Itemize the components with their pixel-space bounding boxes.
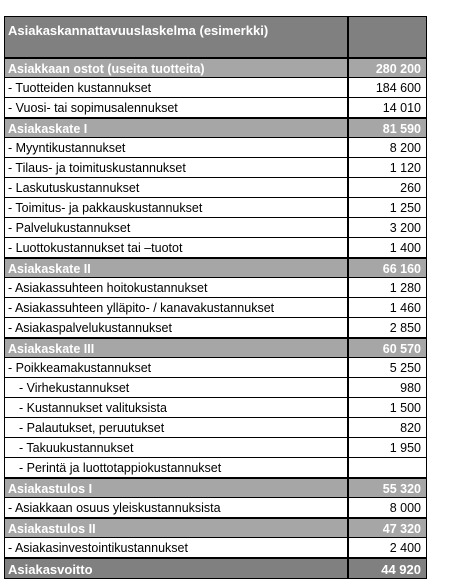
sub-item-row <box>4 438 427 458</box>
item-row <box>4 538 427 558</box>
row-value: 8 200 <box>347 138 427 158</box>
item-row <box>4 78 427 98</box>
row-value: 8 000 <box>347 498 427 518</box>
row-value: 60 570 <box>347 338 427 358</box>
row-value: 980 <box>347 378 427 398</box>
item-row <box>4 298 427 318</box>
subtotal-row <box>4 118 427 138</box>
row-label: - Tuotteiden kustannukset <box>4 78 347 98</box>
total-row <box>4 558 427 579</box>
row-value: 2 850 <box>347 318 427 338</box>
row-value: 81 590 <box>347 118 427 138</box>
row-label: - Vuosi- tai sopimusalennukset <box>4 98 347 118</box>
subtotal-row <box>4 338 427 358</box>
item-row <box>4 198 427 218</box>
row-label: Asiakaskate I <box>4 118 347 138</box>
row-value: 260 <box>347 178 427 198</box>
row-value: 1 950 <box>347 438 427 458</box>
row-label: - Luottokustannukset tai –tuotot <box>4 238 347 258</box>
profitability-table <box>4 16 427 579</box>
row-label: - Asiakassuhteen hoitokustannukset <box>4 278 347 298</box>
row-value: 5 250 <box>347 358 427 378</box>
row-label: - Virhekustannukset <box>4 378 347 398</box>
row-label: - Tilaus- ja toimituskustannukset <box>4 158 347 178</box>
item-row <box>4 178 427 198</box>
row-label: Asiakkaan ostot (useita tuotteita) <box>4 58 347 78</box>
row-value: 1 500 <box>347 398 427 418</box>
row-value: 184 600 <box>347 78 427 98</box>
table-title-row <box>4 16 427 58</box>
row-label: - Toimitus- ja pakkauskustannukset <box>4 198 347 218</box>
sub-item-row <box>4 418 427 438</box>
row-value: 55 320 <box>347 478 427 498</box>
row-value: 14 010 <box>347 98 427 118</box>
row-label: - Asiakassuhteen ylläpito- / kanavakustannukset <box>4 298 347 318</box>
row-label: Asiakastulos I <box>4 478 347 498</box>
row-value: 1 280 <box>347 278 427 298</box>
row-label: - Laskutuskustannukset <box>4 178 347 198</box>
sub-item-row <box>4 398 427 418</box>
item-row <box>4 98 427 118</box>
subtotal-row <box>4 58 427 78</box>
row-label: - Myyntikustannukset <box>4 138 347 158</box>
row-label: - Takuukustannukset <box>4 438 347 458</box>
row-value: 47 320 <box>347 518 427 538</box>
item-row <box>4 238 427 258</box>
table-body <box>4 58 427 579</box>
row-value <box>347 458 427 478</box>
row-value: 66 160 <box>347 258 427 278</box>
row-label: - Asiakasinvestointikustannukset <box>4 538 347 558</box>
row-value: 2 400 <box>347 538 427 558</box>
row-label: - Poikkeamakustannukset <box>4 358 347 378</box>
subtotal-row <box>4 478 427 498</box>
row-value: 280 200 <box>347 58 427 78</box>
title-value-cell <box>347 16 427 58</box>
row-value: 3 200 <box>347 218 427 238</box>
row-value: 1 460 <box>347 298 427 318</box>
row-label: Asiakaskate II <box>4 258 347 278</box>
row-value: 1 250 <box>347 198 427 218</box>
row-label: - Palvelukustannukset <box>4 218 347 238</box>
table-title: Asiakaskannattavuuslaskelma (esimerkki) <box>4 16 347 58</box>
item-row <box>4 218 427 238</box>
row-label: - Asiakaspalvelukustannukset <box>4 318 347 338</box>
row-value: 820 <box>347 418 427 438</box>
sub-item-row <box>4 458 427 478</box>
item-row <box>4 358 427 378</box>
sub-item-row <box>4 378 427 398</box>
row-label: Asiakasvoitto <box>4 558 347 579</box>
item-row <box>4 278 427 298</box>
row-label: Asiakaskate III <box>4 338 347 358</box>
row-label: - Kustannukset valituksista <box>4 398 347 418</box>
row-value: 1 400 <box>347 238 427 258</box>
row-label: - Asiakkaan osuus yleiskustannuksista <box>4 498 347 518</box>
row-label: - Palautukset, peruutukset <box>4 418 347 438</box>
item-row <box>4 498 427 518</box>
row-label: - Perintä ja luottotappiokustannukset <box>4 458 347 478</box>
subtotal-row <box>4 518 427 538</box>
item-row <box>4 318 427 338</box>
row-label: Asiakastulos II <box>4 518 347 538</box>
subtotal-row <box>4 258 427 278</box>
item-row <box>4 158 427 178</box>
item-row <box>4 138 427 158</box>
row-value: 44 920 <box>347 558 427 579</box>
row-value: 1 120 <box>347 158 427 178</box>
